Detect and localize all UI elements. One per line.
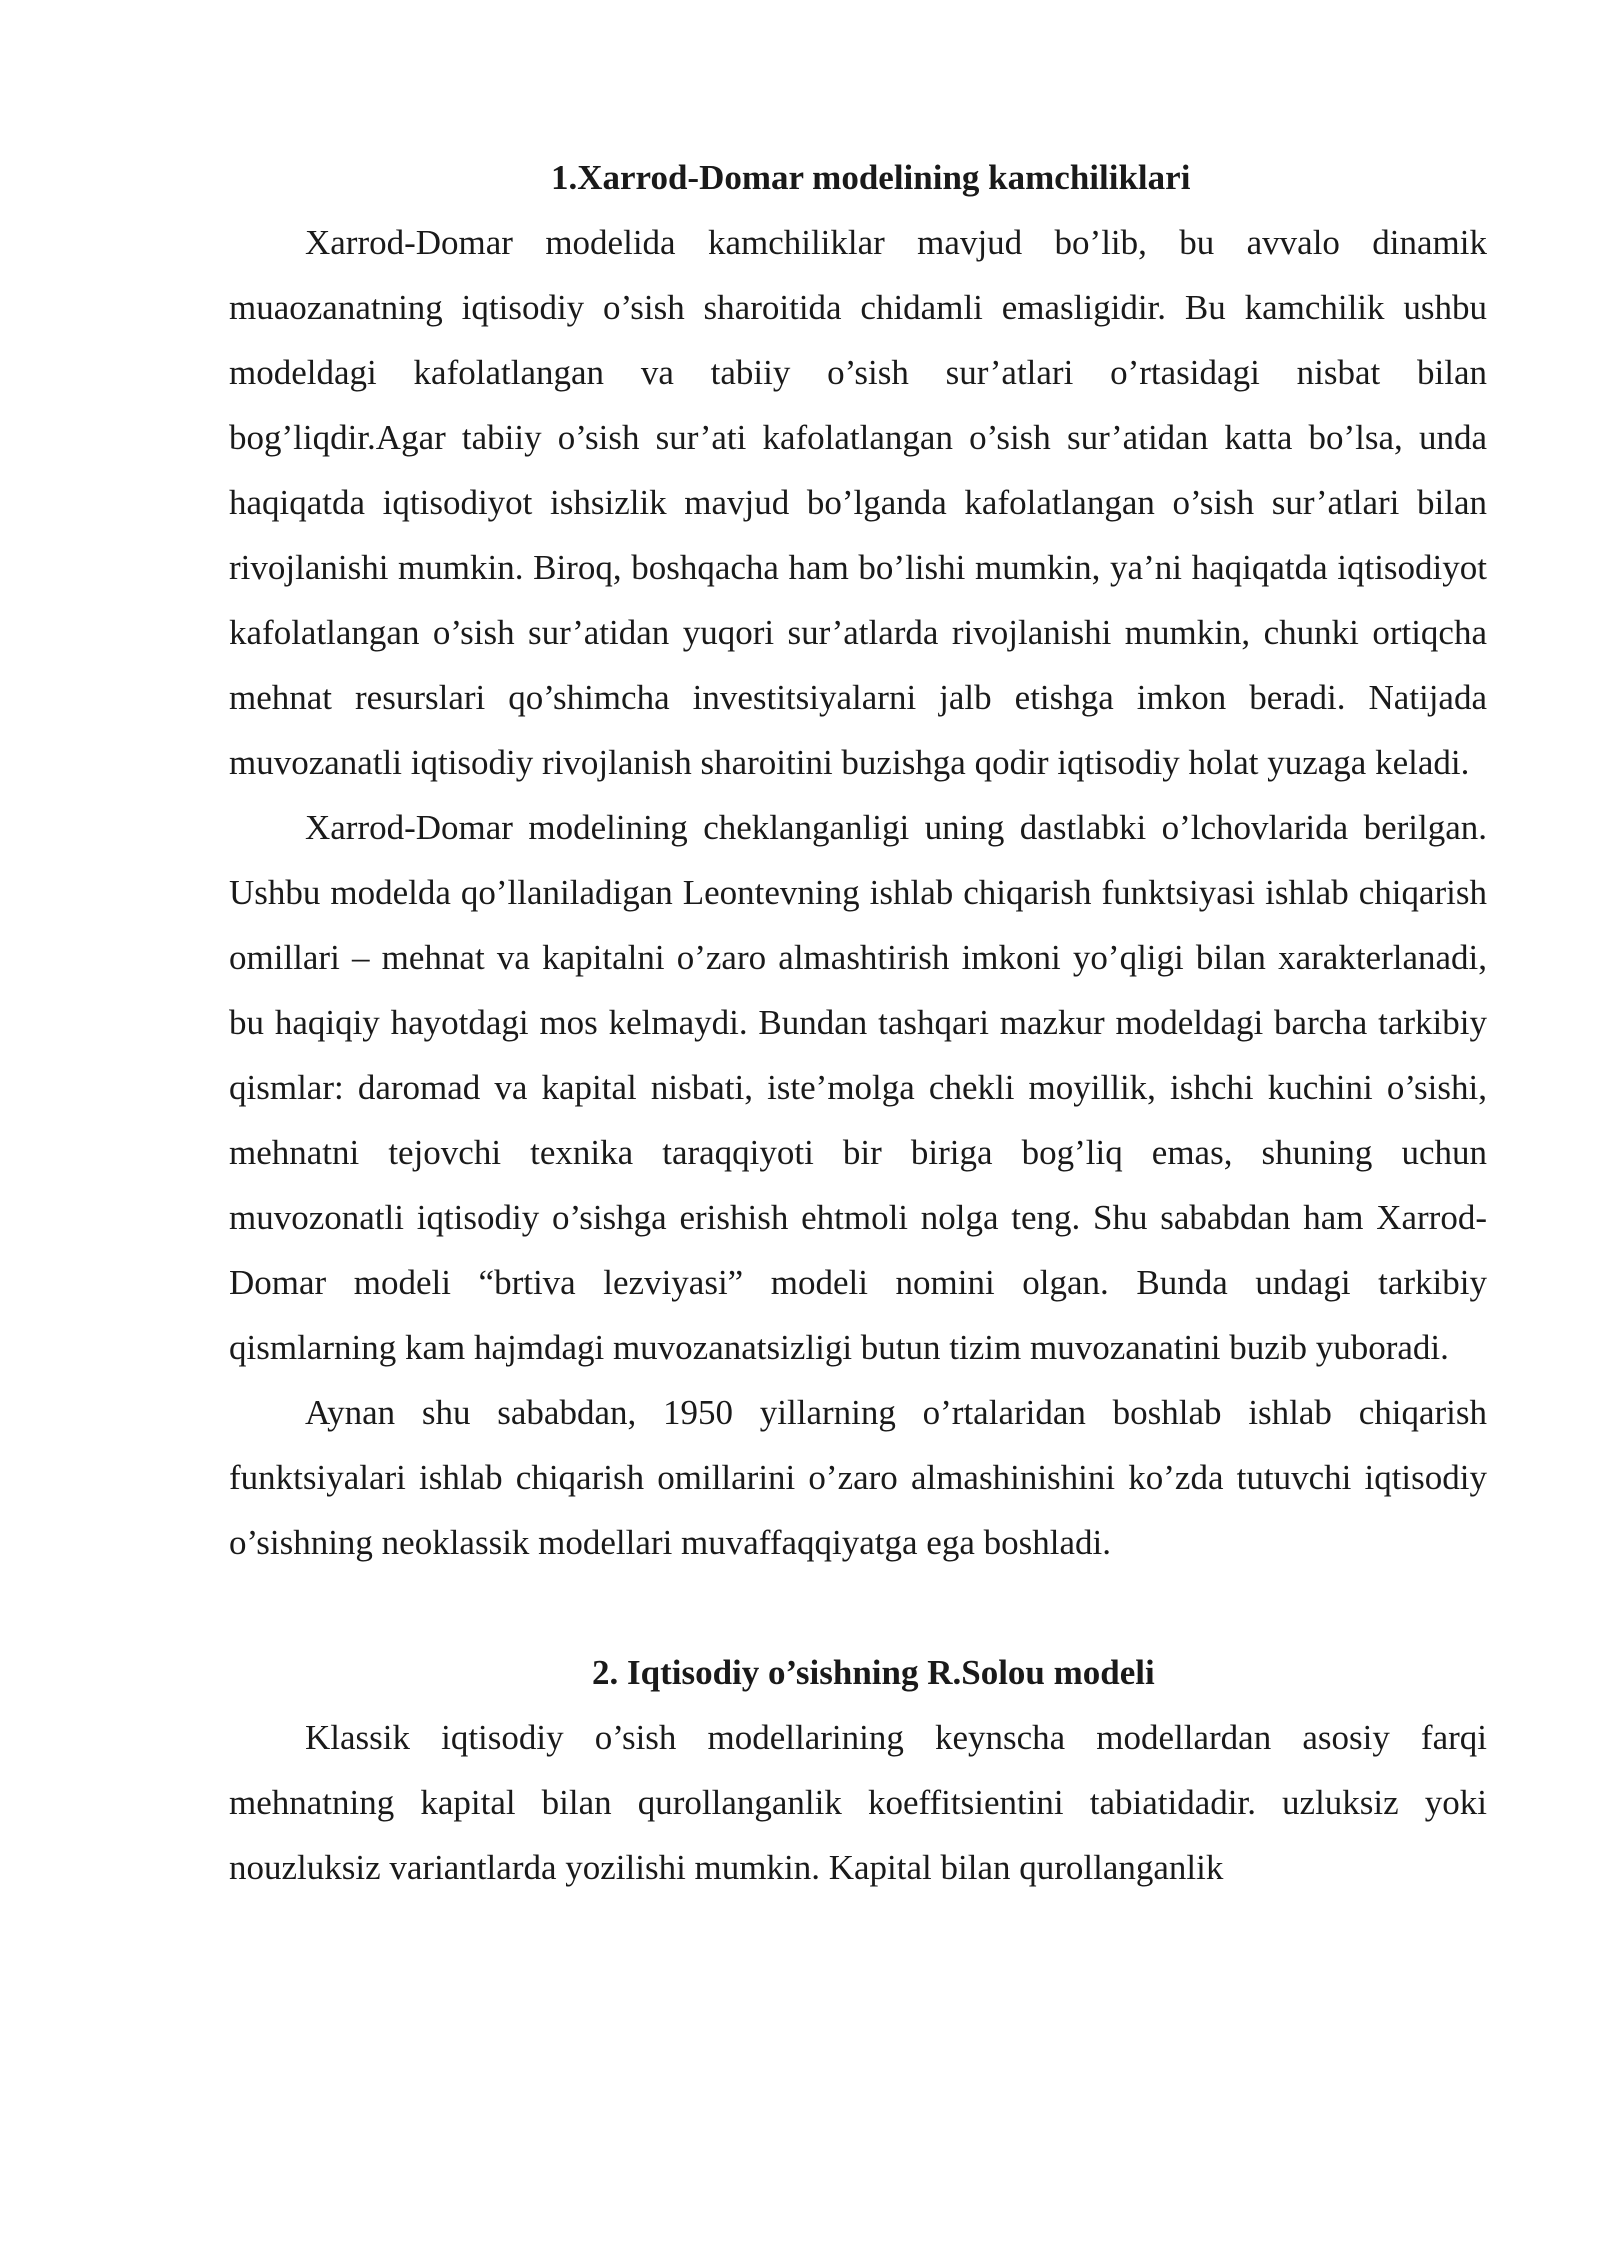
section-1-paragraph-1: Xarrod-Domar modelida kamchiliklar mavjud bo’lib, bu avvalo dinamik muaozanatning iqtisodiy o’sish sharoitida chidamli emasligidir. Bu kamchilik ushbu modeldagi kafolatlangan va tabiiy o’sish sur’atlari o’rtasidagi nisbat bilan bog’liqdir.Agar tabiiy o’sish sur’ati kafolatlangan o’sish sur’atidan katta bo’lsa, unda haqiqatda iqtisodiyot ishsizlik mavjud bo’lganda kafolatlangan o’sish sur’atlari bilan rivojlanishi mumkin. Biroq, boshqacha ham bo’lishi mumkin, ya’ni haqiqatda iqtisodiyot kafolatlangan o’sish sur’atidan yuqori sur’atlarda rivojlanishi mumkin, chunki ortiqcha mehnat resurslari qo’shimcha investitsiyalarni jalb etishga imkon beradi. Natijada muvozanatli iqtisodiy rivojlanish sharoitini buzishga qodir iqtisodiy holat yuzaga keladi. — [229, 223, 1487, 782]
section-2-paragraph-1: Klassik iqtisodiy o’sish modellarining keynscha modellardan asosiy farqi mehnatning kapital bilan qurollanganlik koeffitsientini tabiatidadir. uzluksiz yoki nouzluksiz variantlarda yozilishi mumkin. Kapital bilan qurollanganlik — [229, 1718, 1487, 1887]
document-page — [229, 145, 1487, 1900]
section-1-paragraph-3: Aynan shu sababdan, 1950 yillarning o’rtalaridan boshlab ishlab chiqarish funktsiyalari ishlab chiqarish omillarini o’zaro almashinishini ko’zda tutuvchi iqtisodiy o’sishning neoklassik modellari muvaffaqqiyatga ega boshladi. — [229, 1393, 1487, 1562]
section-1-title: 1.Xarrod-Domar modelining kamchiliklari — [551, 158, 1191, 197]
section-2-title: 2. Iqtisodiy o’sishning R.Solou modeli — [592, 1653, 1155, 1692]
section-spacer — [229, 1575, 1487, 1640]
section-1-paragraph-2: Xarrod-Domar modelining cheklanganligi uning dastlabki o’lchovlarida berilgan. Ushbu modelda qo’llaniladigan Leontevning ishlab chiqarish funktsiyasi ishlab chiqarish omillari – mehnat va kapitalni o’zaro almashtirish imkoni yo’qligi bilan xarakterlanadi, bu haqiqiy hayotdagi mos kelmaydi. Bundan tashqari mazkur modeldagi barcha tarkibiy qismlar: daromad va kapital nisbati, iste’molga chekli moyillik, ishchi kuchini o’sishi, mehnatni tejovchi texnika taraqqiyoti bir biriga bog’liq emas, shuning uchun muvozonatli iqtisodiy o’sishga erishish ehtmoli nolga teng. Shu sababdan ham Xarrod-Domar modeli “brtiva lezviyasi” modeli nomini olgan. Bunda undagi tarkibiy qismlarning kam hajmdagi muvozanatsizligi butun tizim muvozanatini buzib yuboradi. — [229, 808, 1487, 1367]
